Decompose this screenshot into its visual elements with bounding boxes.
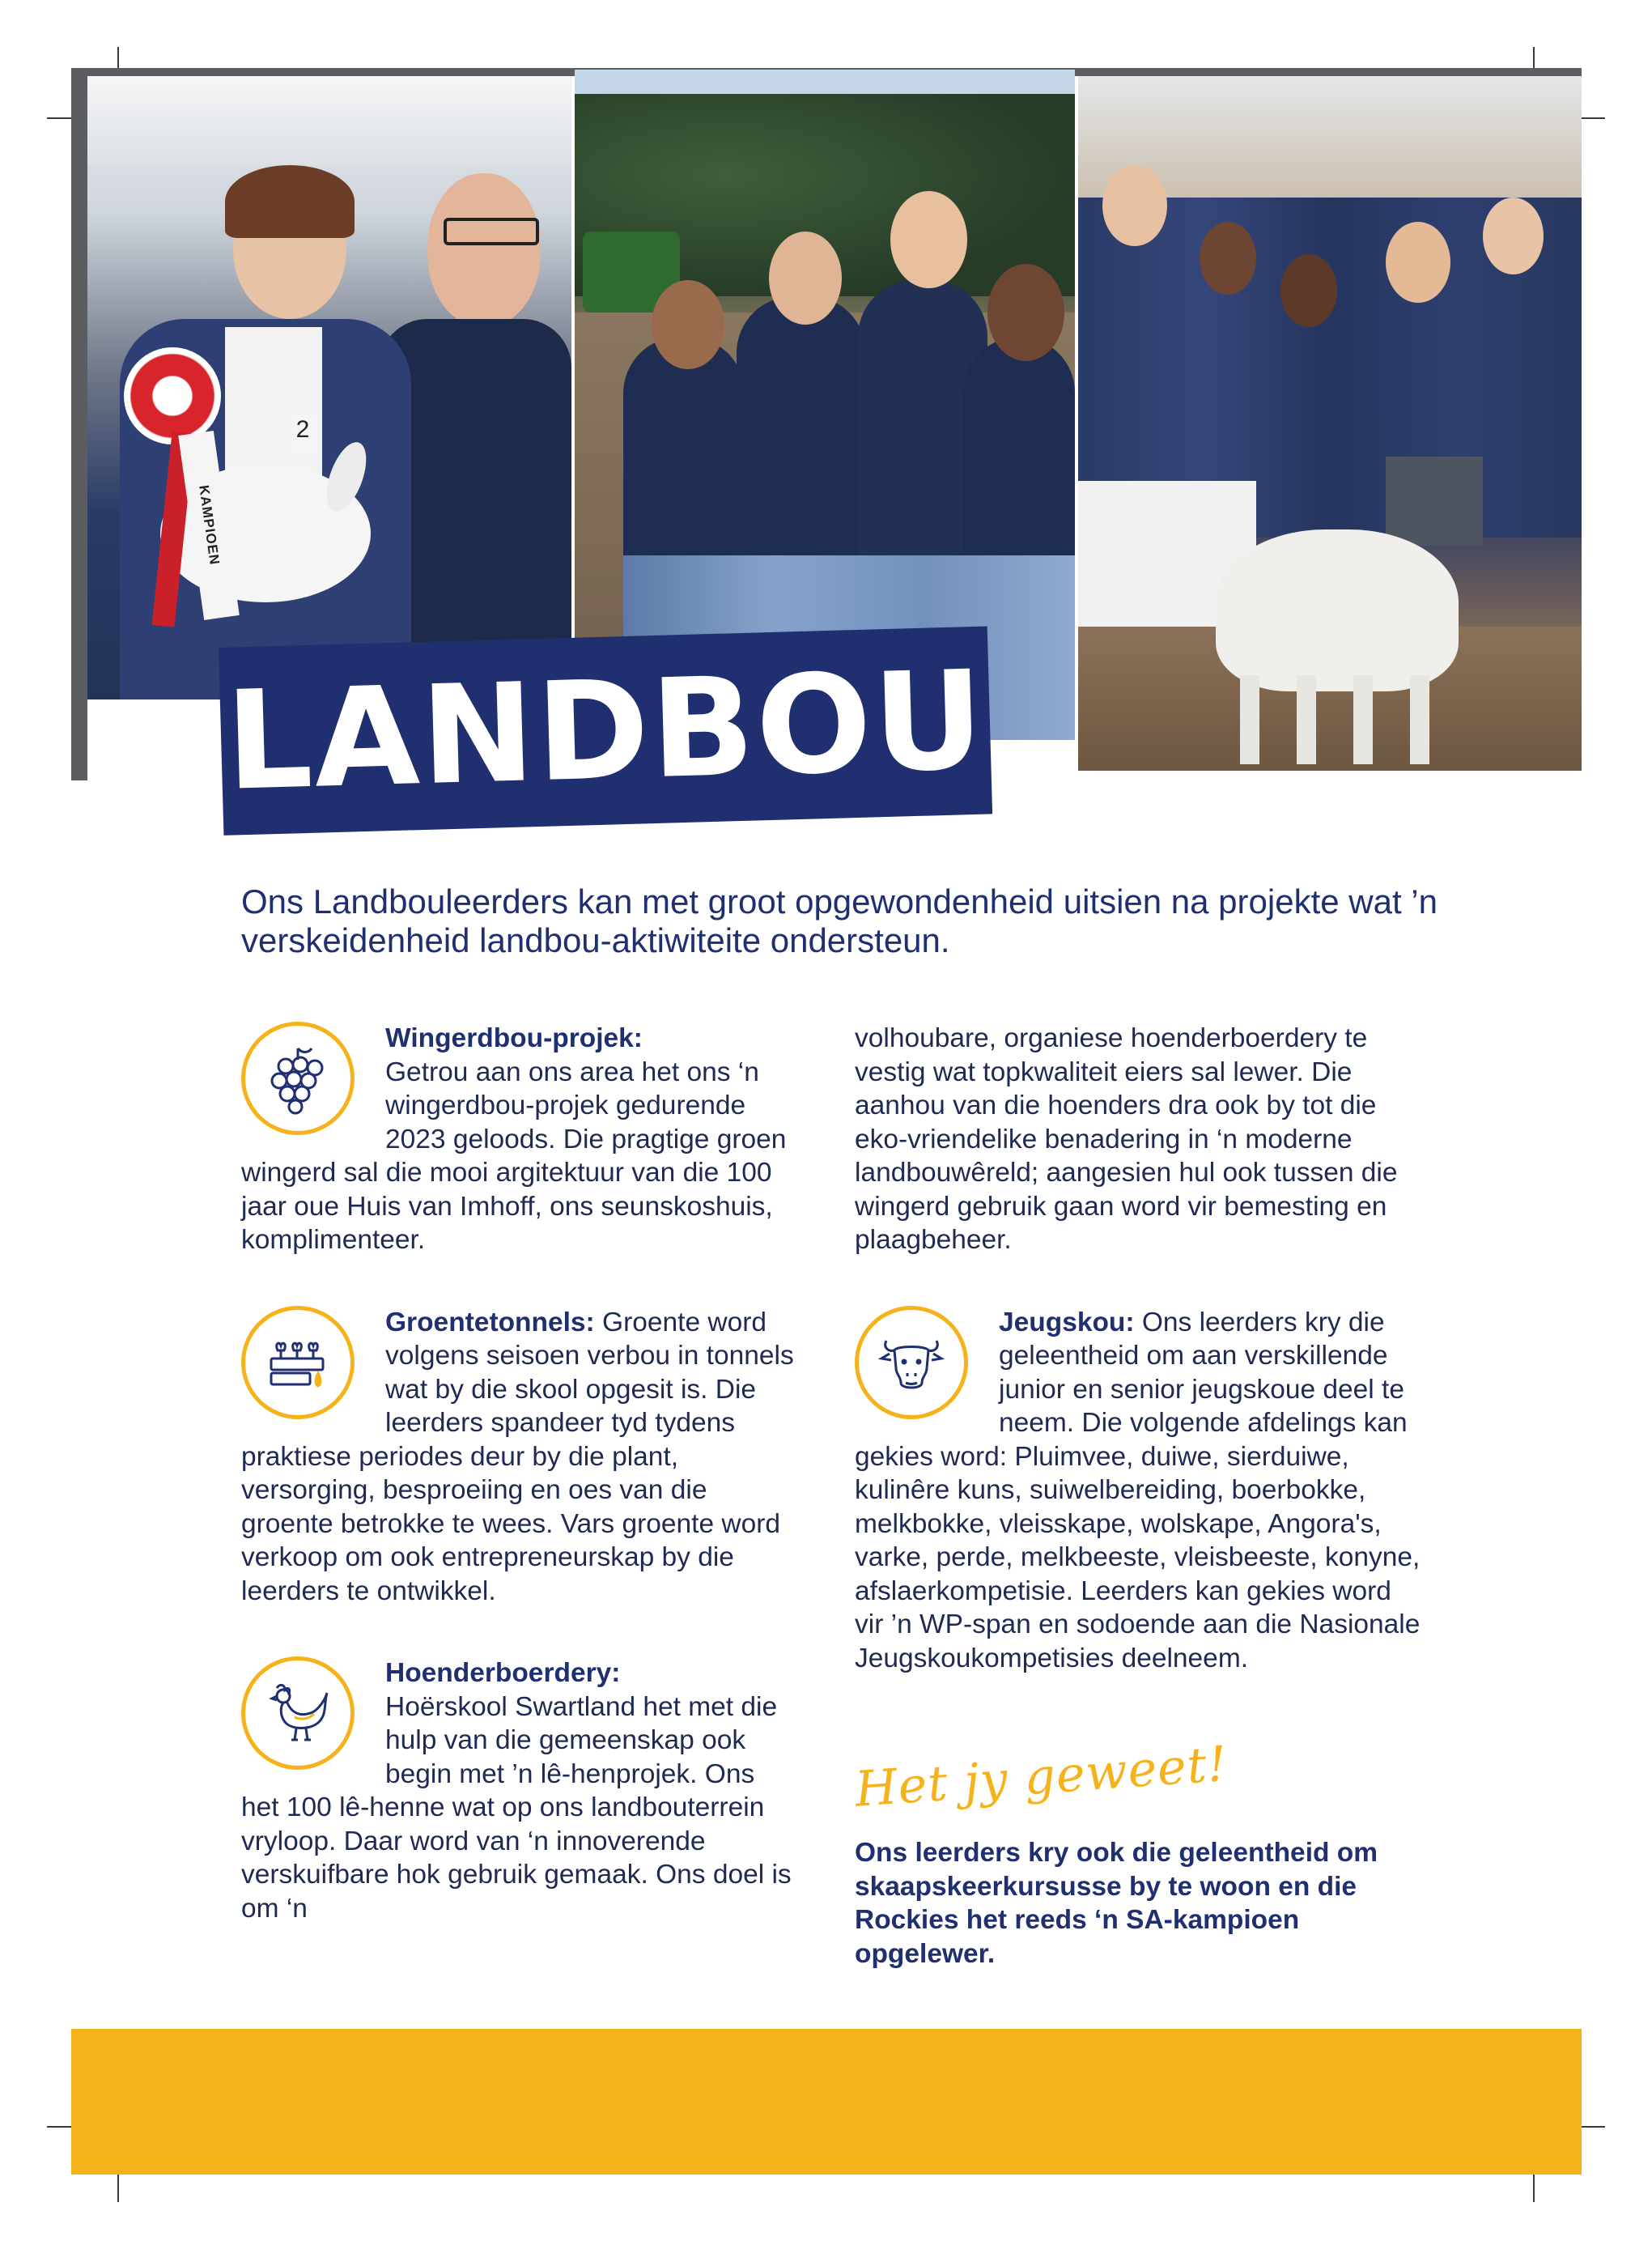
man-glasses — [444, 218, 539, 245]
student-hair — [225, 165, 355, 238]
man-face — [427, 173, 541, 327]
grapes-icon — [241, 1022, 355, 1135]
seedling-tray-icon — [241, 1306, 355, 1419]
title-banner — [219, 626, 992, 835]
fact-title: Het jy geweet! — [853, 1735, 1229, 1818]
groentetonnels-heading: Groentetonnels: — [385, 1307, 595, 1337]
rosette-label: KAMPIOEN — [196, 484, 223, 567]
face-e — [1483, 198, 1544, 274]
right-column — [855, 1022, 1421, 1675]
intro-text: Ons Landbouleerders kan met groot opgewondenheid uitsien na projekte wat ’n verskeidenheid landbou-aktiwiteite ondersteun. — [241, 882, 1438, 959]
section-jeugskou — [855, 1306, 1421, 1676]
page-title: LANDBOU — [223, 640, 987, 821]
shorts — [1386, 457, 1483, 546]
jeugskou-heading: Jeugskou: — [999, 1307, 1135, 1337]
face-d — [1386, 222, 1450, 303]
face-c — [1280, 254, 1337, 327]
number-tag-text: 2 — [295, 416, 310, 443]
tent-roof — [87, 76, 571, 165]
photo-rabbit-champion — [87, 76, 571, 699]
wingerdbou-body: Getrou aan ons area het ons ‘n wingerdbou-projek gedurende 2023 geloods. Die pragtige groen wingerd sal die mooi argitektuur van die 100 jaar oue Huis van Imhoff, ons seunskoshuis, komplimenteer. — [241, 1057, 787, 1255]
student-3-face — [890, 191, 967, 288]
hoenderboerdery-heading: Hoenderboerdery: — [385, 1658, 621, 1688]
goat-legs — [1240, 675, 1434, 764]
number-tag — [288, 416, 317, 457]
left-column — [241, 1022, 800, 1925]
student-1-face — [652, 280, 724, 369]
face-b — [1200, 222, 1256, 295]
student-4-face — [987, 264, 1064, 361]
hoenderboerdery-body-part1: Hoërskool Swartland het met die hulp van die gemeenskap ook begin met ’n lê-henprojek. Ons het 100 lê-henne wat op ons landbouterrein vryloop. Daar word van ‘n innoverende verskuifbare hok gebruik gemaak. Ons doel is om ‘n — [241, 1691, 792, 1924]
groentetonnels-body: Groente word volgens seisoen verbou in tonnels wat by die skool opgesit is. Die leerders spandeer tyd tydens praktiese periodes deur by die plant, versorging, besproeiing en oes van die groente betrokke te wees. Vars groente word verkoop om ook entrepreneurskap by die leerders te ontwikkel. — [241, 1307, 794, 1606]
student-2-face — [769, 232, 842, 325]
wingerdbou-heading: Wingerdbou-projek: — [385, 1023, 643, 1053]
rosette — [124, 347, 221, 444]
fact-text: Ons leerders kry ook die geleentheid om skaapskeerkursusse by te woon en die Rockies het reeds ‘n SA-kampioen opgelewer. — [855, 1838, 1378, 1969]
photo-goat-students — [1078, 76, 1582, 771]
section-groentetonnels — [241, 1306, 800, 1609]
goat — [1216, 529, 1459, 691]
side-bar — [71, 68, 87, 780]
section-wingerdbou — [241, 1022, 800, 1257]
section-hoenderboerdery — [241, 1656, 800, 1925]
jeugskou-body: Ons leerders kry die geleentheid om aan verskillende junior en senior jeugskoue deel te neem. Die volgende afdelings kan gekies word: Pluimvee, duiwe, sierduiwe, kulinêre kuns, suiwelbereiding, boerbokke, melkbokke, vleisskape, wolskape, Angora's, varke, perde, melkbeeste, vleisbeeste, konyne, afslaerkompetisie. Leerders kan gekies word vir ’n WP-span en sodoende aan die Nasionale Jeugskoukompetisies deelneem. — [855, 1307, 1421, 1673]
hen-icon — [241, 1656, 355, 1770]
hoenderboerdery-body-part2: volhoubare, organiese hoenderboerdery te vestig wat topkwaliteit eiers sal lewer. Die aanhou van die hoenders dra ook by tot die eko-vriendelike benadering in ‘n moderne landbouwêreld; aangesien hul ook tussen die wingerd gebruik gaan word vir bemesting en plaagbeheer. — [855, 1023, 1398, 1255]
footer-band — [71, 2029, 1582, 2175]
face-a — [1102, 165, 1167, 246]
cow-icon — [855, 1306, 968, 1419]
